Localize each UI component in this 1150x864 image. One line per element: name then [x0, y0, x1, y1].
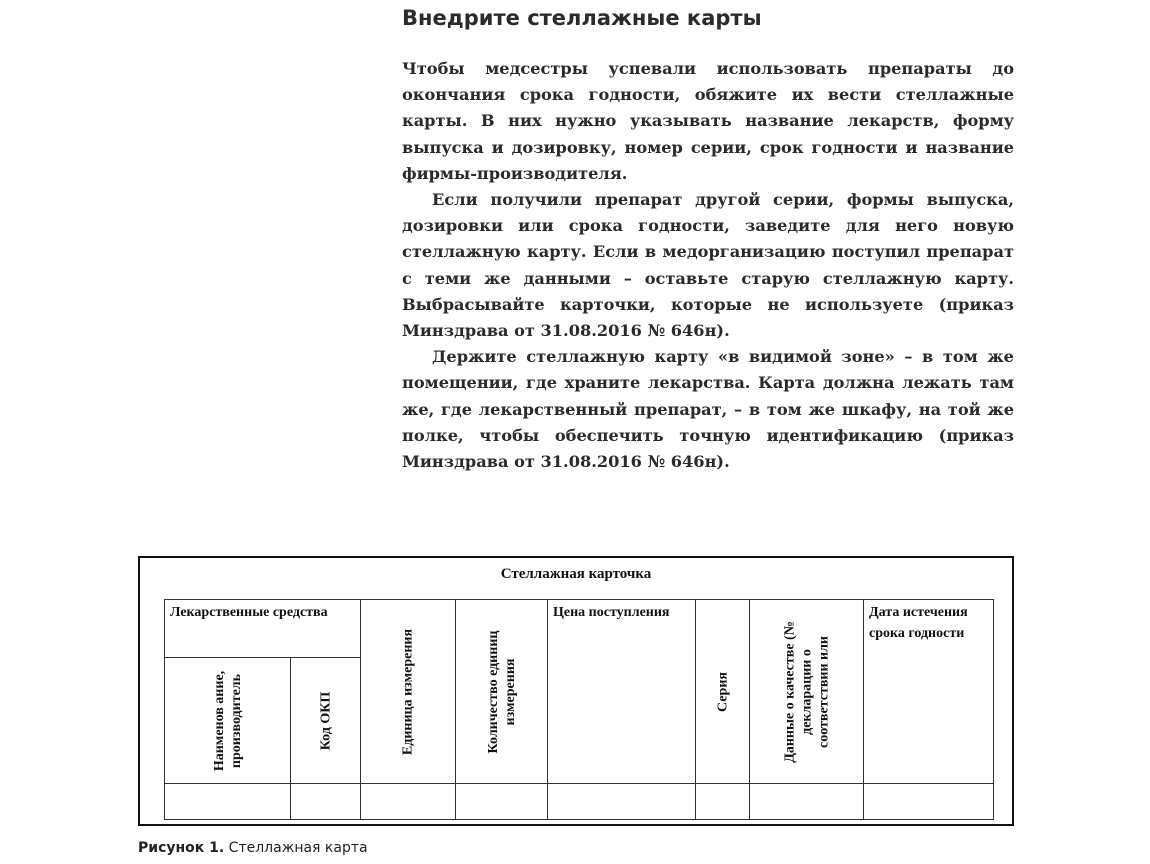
- empty-cell: [864, 784, 994, 820]
- empty-cell: [291, 784, 361, 820]
- header-expiry: Дата истечения срока годности: [864, 600, 994, 784]
- caption-text: Стеллажная карта: [224, 840, 368, 856]
- paragraph-2: Если получили препарат другой серии, формы выпуска, дозировки или срока годности, заведите для него новую стеллажную карту. Если в медорганизацию поступил препарат с теми же данными – оставьте старую стеллажную карту. Выбрасывайте карточки, которые не используете (приказ Минздрава от 31.08.2016 № 646н).: [402, 190, 1014, 341]
- header-unit: Единица измерения: [361, 600, 456, 784]
- header-medicines: Лекарственные средства: [165, 600, 361, 658]
- header-series: Серия: [696, 600, 750, 784]
- header-quality: Данные о качестве (№ декларации о соответствии или: [750, 600, 864, 784]
- empty-cell: [165, 784, 291, 820]
- card-table: [164, 599, 994, 820]
- header-name-manufacturer: Наименов ание, производитель: [165, 658, 291, 784]
- article-body: [402, 56, 1014, 475]
- figure-caption: [138, 840, 368, 856]
- shelf-card-figure: [138, 556, 1014, 826]
- empty-cell: [361, 784, 456, 820]
- empty-cell: [696, 784, 750, 820]
- header-okp-code: Код ОКП: [291, 658, 361, 784]
- article-heading: Внедрите стеллажные карты: [402, 6, 762, 30]
- paragraph-3: Держите стеллажную карту «в видимой зоне» – в том же помещении, где храните лекарства. Карта должна лежать там же, где лекарственный препарат, – в том же шкафу, на той же полке, чтобы обеспечить точную идентификацию (приказ Минздрава от 31.08.2016 № 646н).: [402, 347, 1014, 472]
- header-quantity: Количество единиц измерения: [456, 600, 548, 784]
- empty-cell: [548, 784, 696, 820]
- paragraph-1: Чтобы медсестры успевали использовать препараты до окончания срока годности, обяжите их вести стеллажные карты. В них нужно указывать название лекарств, форму выпуска и дозировку, номер серии, срок годности и название фирмы-производителя.: [402, 59, 1014, 183]
- caption-label: Рисунок 1.: [138, 840, 225, 856]
- empty-cell: [456, 784, 548, 820]
- empty-cell: [750, 784, 864, 820]
- header-price: Цена поступления: [548, 600, 696, 784]
- card-title: Стеллажная карточка: [500, 566, 652, 582]
